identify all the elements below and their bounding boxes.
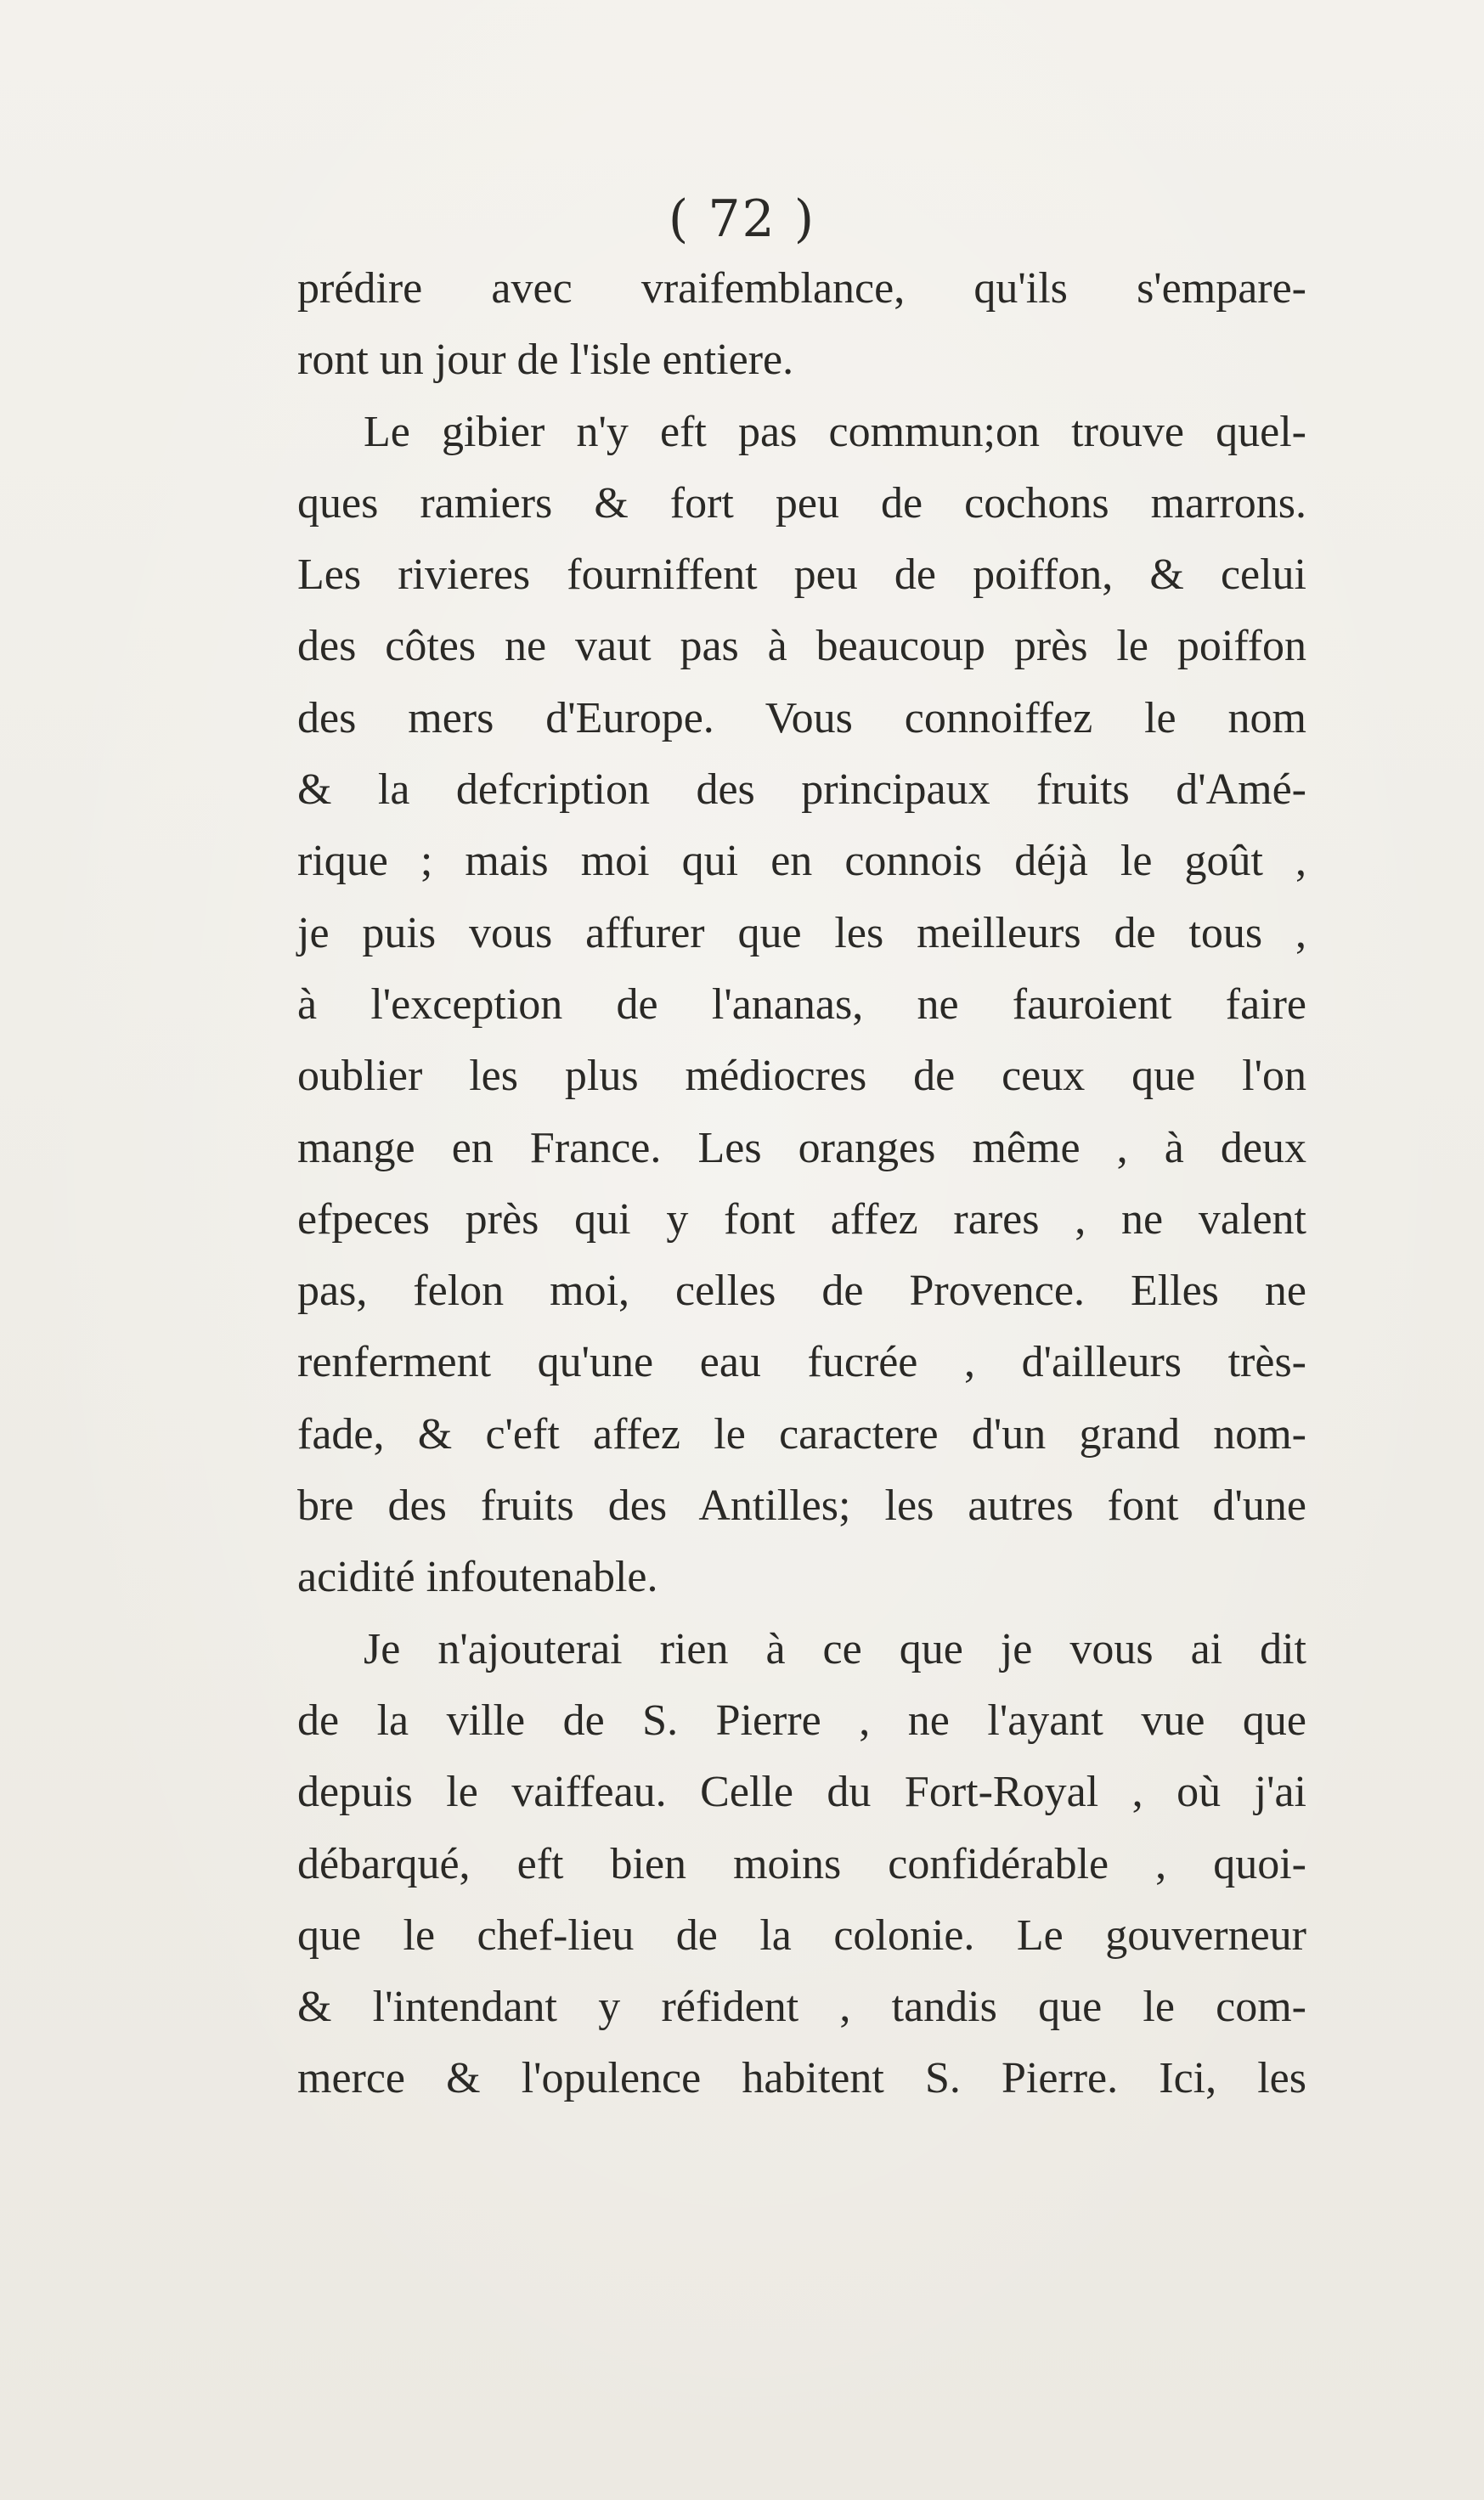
body-text xyxy=(297,253,1306,2115)
text-line: prédire avec vraifemblance, qu'ils s'empare- xyxy=(297,264,1306,313)
page-number: ( 72 ) xyxy=(668,189,816,249)
text-line: à l'exception de l'ananas, ne fauroient faire xyxy=(297,979,1306,1029)
text-line: des mers d'Europe. Vous connoiffez le nom xyxy=(297,693,1306,742)
text-line: & l'intendant y réfident , tandis que le com- xyxy=(297,1983,1306,2032)
text-line: fade, & c'eft affez le caractere d'un grand nom- xyxy=(297,1409,1306,1459)
text-line: Les rivieres fourniffent peu de poiffon, & celui xyxy=(297,550,1306,600)
text-line: & la defcription des principaux fruits d'Amé- xyxy=(297,765,1306,815)
text-line: que le chef-lieu de la colonie. Le gouverneur xyxy=(297,1910,1306,1960)
text-line: mange en France. Les oranges même , à deux xyxy=(297,1123,1306,1172)
text-line: débarqué, eft bien moins confidérable , quoi- xyxy=(297,1839,1306,1888)
text-line: renferment qu'une eau fucrée , d'ailleurs très- xyxy=(297,1338,1306,1387)
text-line: des côtes ne vaut pas à beaucoup près le poiffon xyxy=(297,622,1306,671)
text-line: rique ; mais moi qui en connois déjà le goût , xyxy=(297,837,1306,886)
text-line: ront un jour de l'isle entiere. xyxy=(297,336,794,385)
text-line: oublier les plus médiocres de ceux que l'on xyxy=(297,1052,1306,1101)
text-line: Je n'ajouterai rien à ce que je vous ai dit xyxy=(364,1624,1306,1673)
text-line: de la ville de S. Pierre , ne l'ayant vue que xyxy=(297,1696,1306,1745)
text-line: ques ramiers & fort peu de cochons marrons. xyxy=(297,478,1306,528)
text-line: pas, felon moi, celles de Provence. Elles ne xyxy=(297,1267,1306,1316)
text-line: efpeces près qui y font affez rares , ne valent xyxy=(297,1194,1306,1244)
text-line: depuis le vaiffeau. Celle du Fort-Royal , où j'ai xyxy=(297,1768,1306,1817)
text-line: acidité infoutenable. xyxy=(297,1553,658,1602)
text-line: Le gibier n'y eft pas commun;on trouve quel- xyxy=(364,407,1306,456)
text-line: merce & l'opulence habitent S. Pierre. Ici, les xyxy=(297,2054,1306,2103)
text-line: je puis vous affurer que les meilleurs de tous , xyxy=(297,908,1306,957)
text-line: bre des fruits des Antilles; les autres font d'une xyxy=(297,1481,1306,1531)
